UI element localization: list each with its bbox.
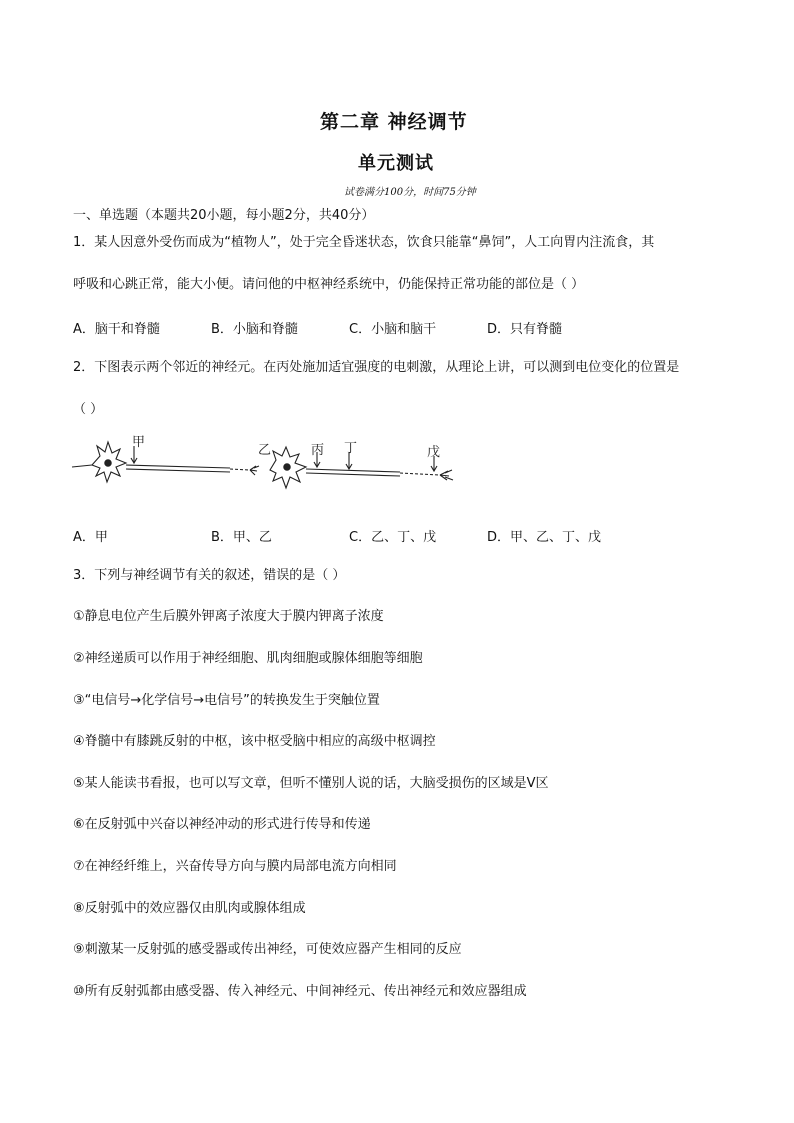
chapter-title: 第二章 神经调节: [320, 111, 468, 133]
figure-label-ding: 丁: [344, 441, 358, 456]
statement-6: ⑥在反射弧中兴奋以神经冲动的形式进行传导和传递: [73, 817, 371, 832]
statement-1: ①静息电位产生后膜外钾离子浓度大于膜内钾离子浓度: [73, 609, 384, 624]
option-b[interactable]: B．小脑和脊髓: [211, 322, 298, 337]
option-a[interactable]: A．甲: [73, 530, 108, 545]
statement-8: ⑧反射弧中的效应器仅由肌肉或腺体组成: [73, 901, 306, 916]
neuron-diagram: [70, 432, 470, 502]
question-stem-line: 2．下图表示两个邻近的神经元。在丙处施加适宜强度的电刺激，从理论上讲，可以测到电位变化的位置是: [73, 360, 680, 375]
statement-5: ⑤某人能读书看报，也可以写文章，但听不懂别人说的话，大脑受损伤的区域是V区: [73, 776, 549, 791]
option-c[interactable]: C．小脑和脑干: [349, 322, 437, 337]
figure-label-yi: 乙: [258, 443, 272, 458]
statement-3: ③“电信号→化学信号→电信号”的转换发生于突触位置: [73, 693, 380, 708]
option-a[interactable]: A．脑干和脊髓: [73, 322, 160, 337]
question-stem-line: 3．下列与神经调节有关的叙述，错误的是（ ）: [73, 568, 346, 583]
option-d[interactable]: D．甲、乙、丁、戊: [487, 530, 602, 545]
statement-7: ⑦在神经纤维上，兴奋传导方向与膜内局部电流方向相同: [73, 859, 397, 874]
statement-2: ②神经递质可以作用于神经细胞、肌肉细胞或腺体细胞等细胞: [73, 651, 423, 666]
figure-label-jia: 甲: [132, 435, 146, 450]
statement-10: ⑩所有反射弧都由感受器、传入神经元、中间神经元、传出神经元和效应器组成: [73, 984, 527, 999]
option-c[interactable]: C．乙、丁、戊: [349, 530, 437, 545]
neuron-cell-body-icon: [270, 447, 306, 488]
figure-label-bing: 丙: [311, 443, 325, 458]
option-b[interactable]: B．甲、乙: [211, 530, 272, 545]
question-stem-line: 1．某人因意外受伤而成为“植物人”，处于完全昏迷状态，饮食只能靠“鼻饲”，人工向胃内注流食，其: [73, 235, 655, 250]
option-d[interactable]: D．只有脊髓: [487, 322, 563, 337]
exam-info: 试卷满分100分，时间75分钟: [344, 187, 476, 198]
figure-label-wu: 戊: [427, 445, 441, 460]
statement-4: ④脊髓中有膝跳反射的中枢，该中枢受脑中相应的高级中枢调控: [73, 734, 436, 749]
question-stem-line: （ ）: [73, 402, 104, 417]
unit-title: 单元测试: [358, 153, 434, 174]
question-stem-line: 呼吸和心跳正常，能大小便。请问他的中枢神经系统中，仍能保持正常功能的部位是（ ）: [73, 277, 585, 292]
statement-9: ⑨刺激某一反射弧的感受器或传出神经，可使效应器产生相同的反应: [73, 942, 462, 957]
neuron-cell-body-icon: [92, 442, 126, 482]
section-heading: 一、单选题（本题共20小题，每小题2分，共40分）: [73, 208, 375, 223]
